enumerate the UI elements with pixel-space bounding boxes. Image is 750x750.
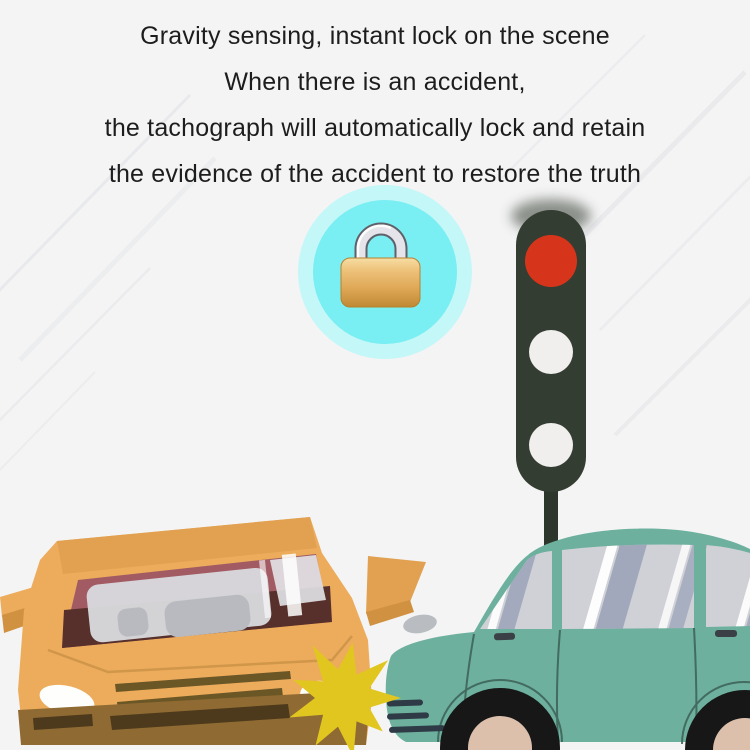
off-light-2 [529,423,573,467]
headline-line-3: the tachograph will automatically lock and retain [104,114,646,142]
off-light-1 [529,330,573,374]
headline-line-4: the evidence of the accident to restore the truth [108,160,642,188]
padlock-body [341,258,420,307]
headline-line-1: Gravity sensing, instant lock on the scene [140,22,610,50]
rear-door-handle [715,630,737,637]
headline [0,13,750,197]
lock-badge [298,185,472,359]
front-door-handle [494,633,515,641]
red-light [525,235,577,287]
headline-line-2: When there is an accident, [224,68,526,96]
